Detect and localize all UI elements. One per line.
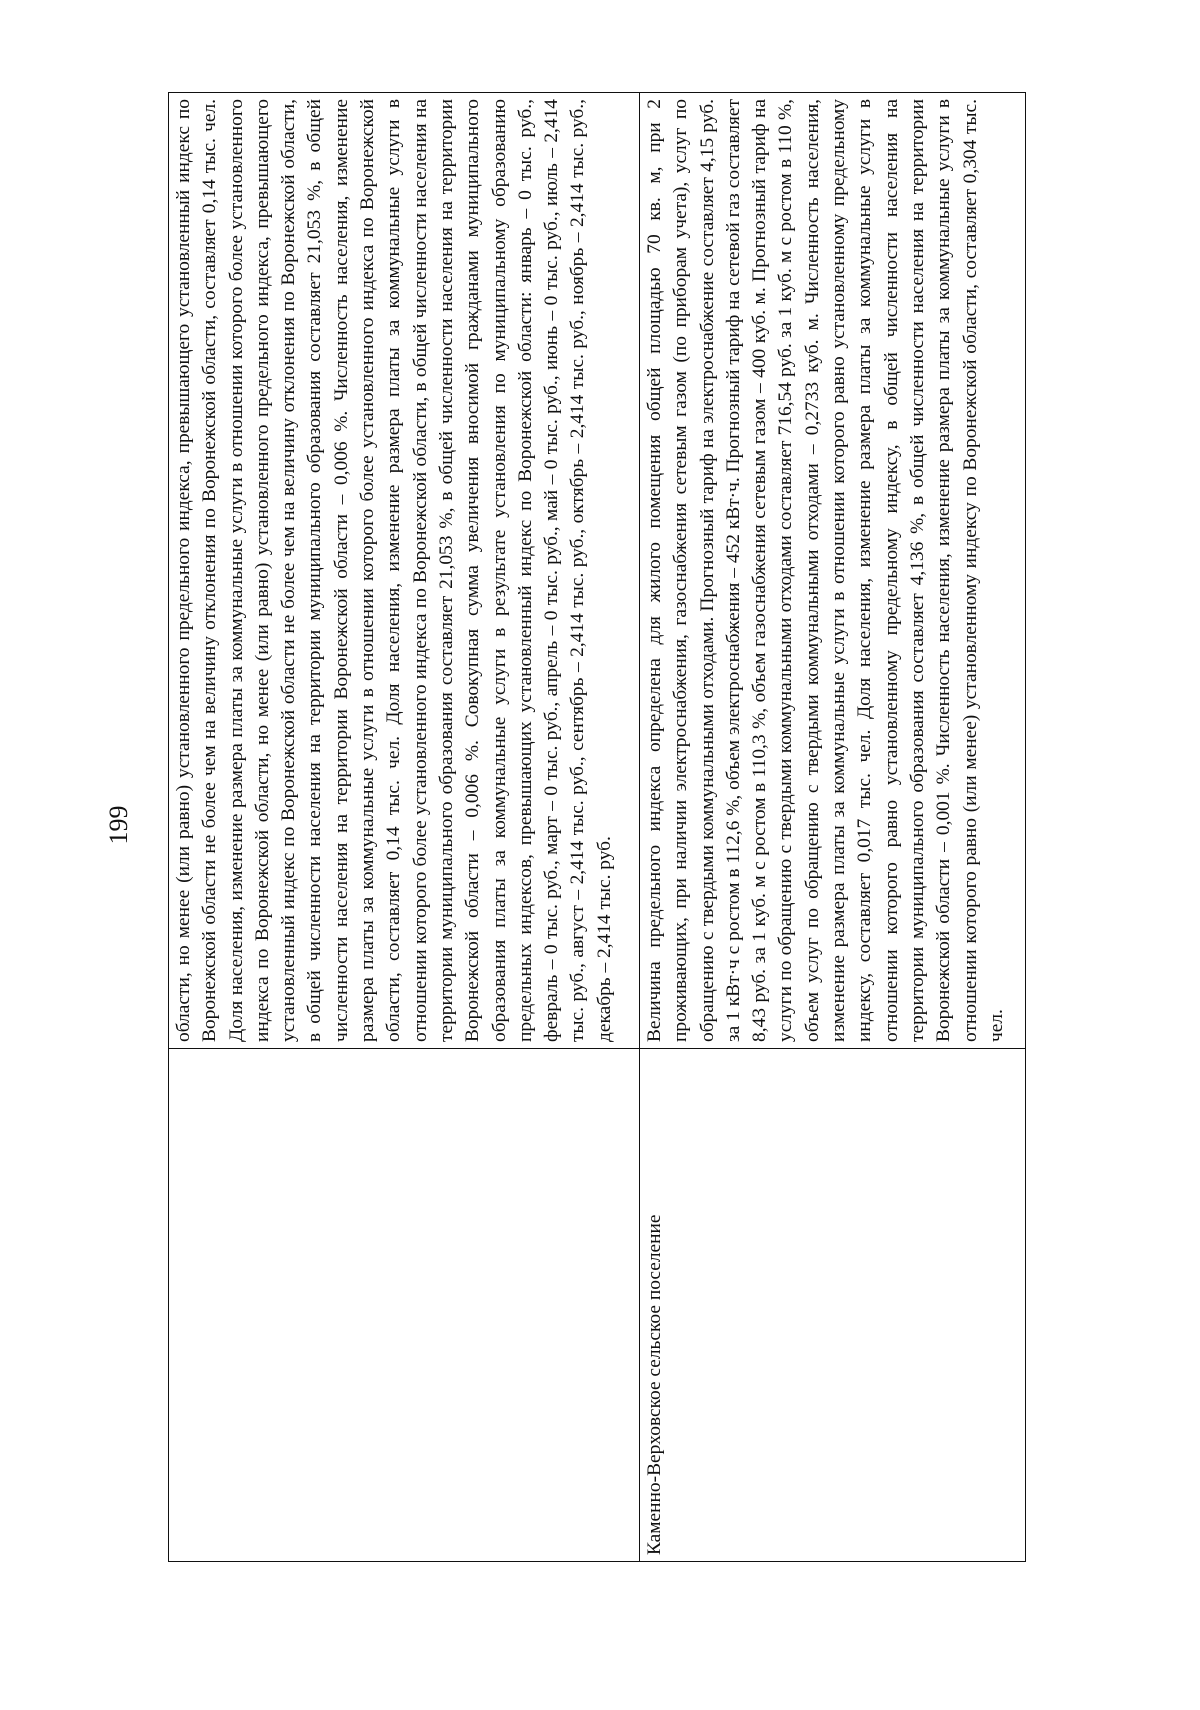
description-cell: области, но менее (или равно) установленного предельного индекса, превышающего установленный индекс по Воронежской области не более чем на величину отклонения по Воронежской области, составляет 0,14 тыс. чел. Доля населения, изменение размера платы за коммунальные услуги в отношении которого более установленного индекса по Воронежской области, но менее (или равно) установленного предельного индекса, превышающего установленный индекс по Воронежской области не более чем на величину отклонения по Воронежской области, в общей численности населения на территории муниципального образования составляет 21,053 %, в общей численности населения на территории Воронежской области – 0,006 %. Численность населения, изменение размера платы за коммунальные услуги в отношении которого более установленного индекса по Воронежской области, составляет 0,14 тыс. чел. Доля населения, изменение размера платы за коммунальные услуги в отношении которого более установленного индекса по Воронежской области, в общей численности населения на территории муниципального образования составляет 21,053 %, в общей численности населения на территории Воронежской области – 0,006 %. Совокупная сумма увеличения вносимой гражданами муниципального образования платы за коммунальные услуги в результате установления по муниципальному образованию предельных индексов, превышающих установленный индекс по Воронежской области: январь – 0 тыс. руб., февраль – 0 тыс. руб., март – 0 тыс. руб., апрель – 0 тыс. руб., май – 0 тыс. руб., июнь – 0 тыс. руб., июль – 2,414 тыс. руб., август – 2,414 тыс. руб., сентябрь – 2,414 тыс. руб., октябрь – 2,414 тыс. руб., ноябрь – 2,414 тыс. руб., декабрь – 2,414 тыс. руб.	[169, 93, 640, 1049]
municipality-name-cell	[169, 1049, 640, 1562]
table-row	[640, 93, 1026, 1562]
tariff-table	[168, 92, 1026, 1562]
description-cell: Величина предельного индекса определена для жилого помещения общей площадью 70 кв. м, при 2 проживающих, при наличии электроснабжения, газоснабжения сетевым газом (по приборам учета), услуг по обращению с твердыми коммунальными отходами. Прогнозный тариф на электроснабжение составляет 4,15 руб. за 1 кВт·ч с ростом в 112,6 %, объем электроснабжения – 452 кВт·ч. Прогнозный тариф на сетевой газ составляет 8,43 руб. за 1 куб. м с ростом в 110,3 %, объем газоснабжения сетевым газом – 400 куб. м. Прогнозный тариф на услуги по обращению с твердыми коммунальными отходами составляет 716,54 руб. за 1 куб. м с ростом в 110 %, объем услуг по обращению с твердыми коммунальными отходами – 0,2733 куб. м. Численность населения, изменение размера платы за коммунальные услуги в отношении которого равно установленному предельному индексу, составляет 0,017 тыс. чел. Доля населения, изменение размера платы за коммунальные услуги в отношении которого равно установленному предельному индексу, в общей численности населения на территории муниципального образования составляет 4,136 %, в общей численности населения на территории Воронежской области – 0,001 %. Численность населения, изменение размера платы за коммунальные услуги в отношении которого равно (или менее) установленному индексу по Воронежской области, составляет 0,304 тыс. чел.	[640, 93, 1026, 1049]
rotated-page	[100, 0, 1100, 1710]
municipality-name-cell: Каменно-Верховское сельское поселение	[640, 1049, 1026, 1562]
page-number: 199	[104, 805, 133, 845]
table-row	[169, 93, 640, 1562]
